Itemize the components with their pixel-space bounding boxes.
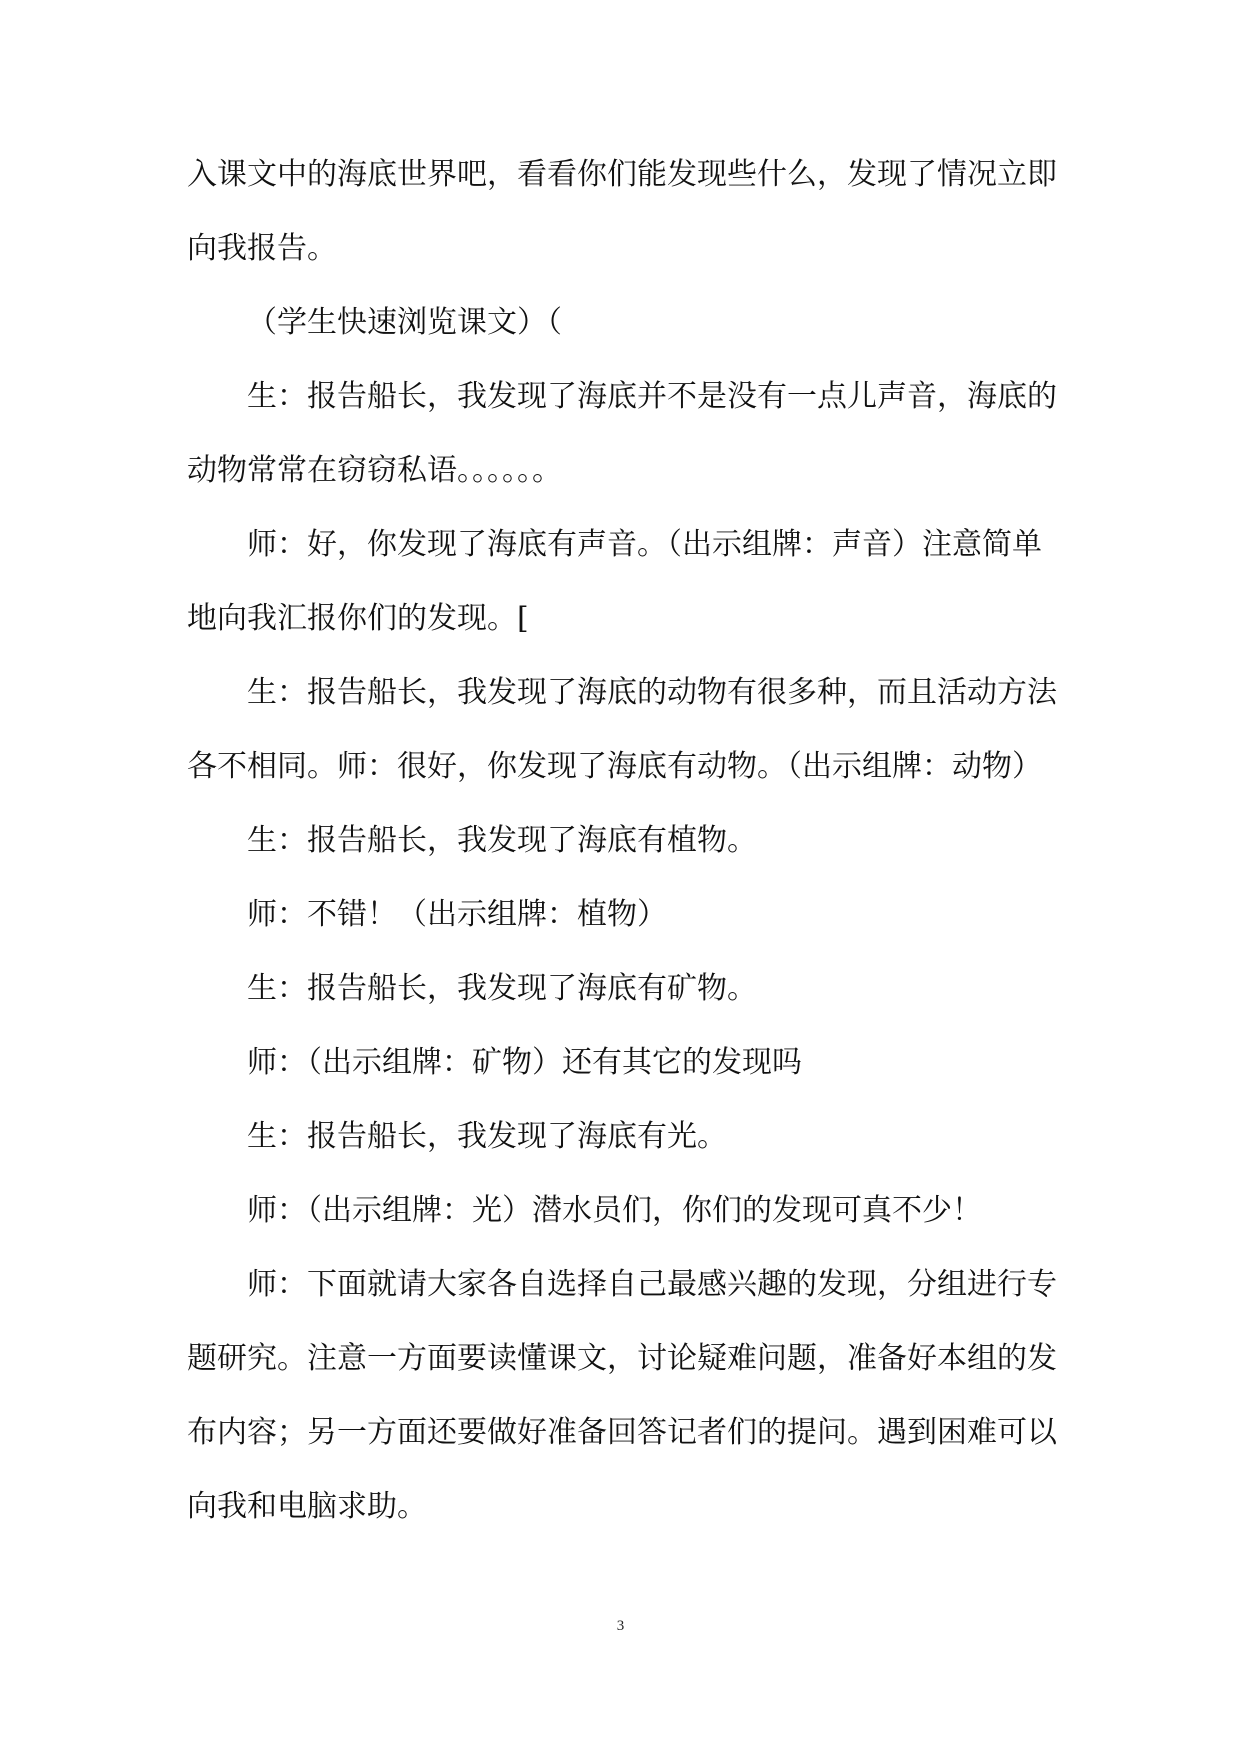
paragraph-5: 生：报告船长，我发现了海底的动物有很多种，而且活动方法各不相同。师：很好，你发现了海底有动物。（出示组牌：动物） (187, 675, 1057, 784)
paragraph-8: 生：报告船长，我发现了海底有矿物。 (247, 971, 757, 1006)
paragraph-9: 师：（出示组牌：矿物）还有其它的发现吗 (247, 1045, 802, 1080)
paragraph-2: （学生快速浏览课文）（ (247, 305, 562, 340)
page-number: 3 (616, 1618, 625, 1634)
paragraph-7: 师：不错！（出示组牌：植物） (247, 897, 667, 932)
paragraph-10: 生：报告船长，我发现了海底有光。 (247, 1119, 727, 1154)
paragraph-4: 师：好，你发现了海底有声音。（出示组牌：声音）注意简单地向我汇报你们的发现。[ (187, 527, 1042, 636)
paragraph-1: 入课文中的海底世界吧，看看你们能发现些什么，发现了情况立即向我报告。 (187, 157, 1057, 266)
paragraph-12: 师：下面就请大家各自选择自己最感兴趣的发现，分组进行专题研究。注意一方面要读懂课文，讨论疑难问题，准备好本组的发布内容；另一方面还要做好准备回答记者们的提问。遇到困难可以向我和电脑求助。 (187, 1267, 1057, 1524)
paragraph-6: 生：报告船长，我发现了海底有植物。 (247, 823, 757, 858)
paragraph-11: 师：（出示组牌：光）潜水员们，你们的发现可真不少！ (247, 1193, 982, 1228)
document-body (187, 138, 1057, 1544)
paragraph-3: 生：报告船长，我发现了海底并不是没有一点儿声音，海底的动物常常在窃窃私语。。。。。。 (187, 379, 1057, 488)
